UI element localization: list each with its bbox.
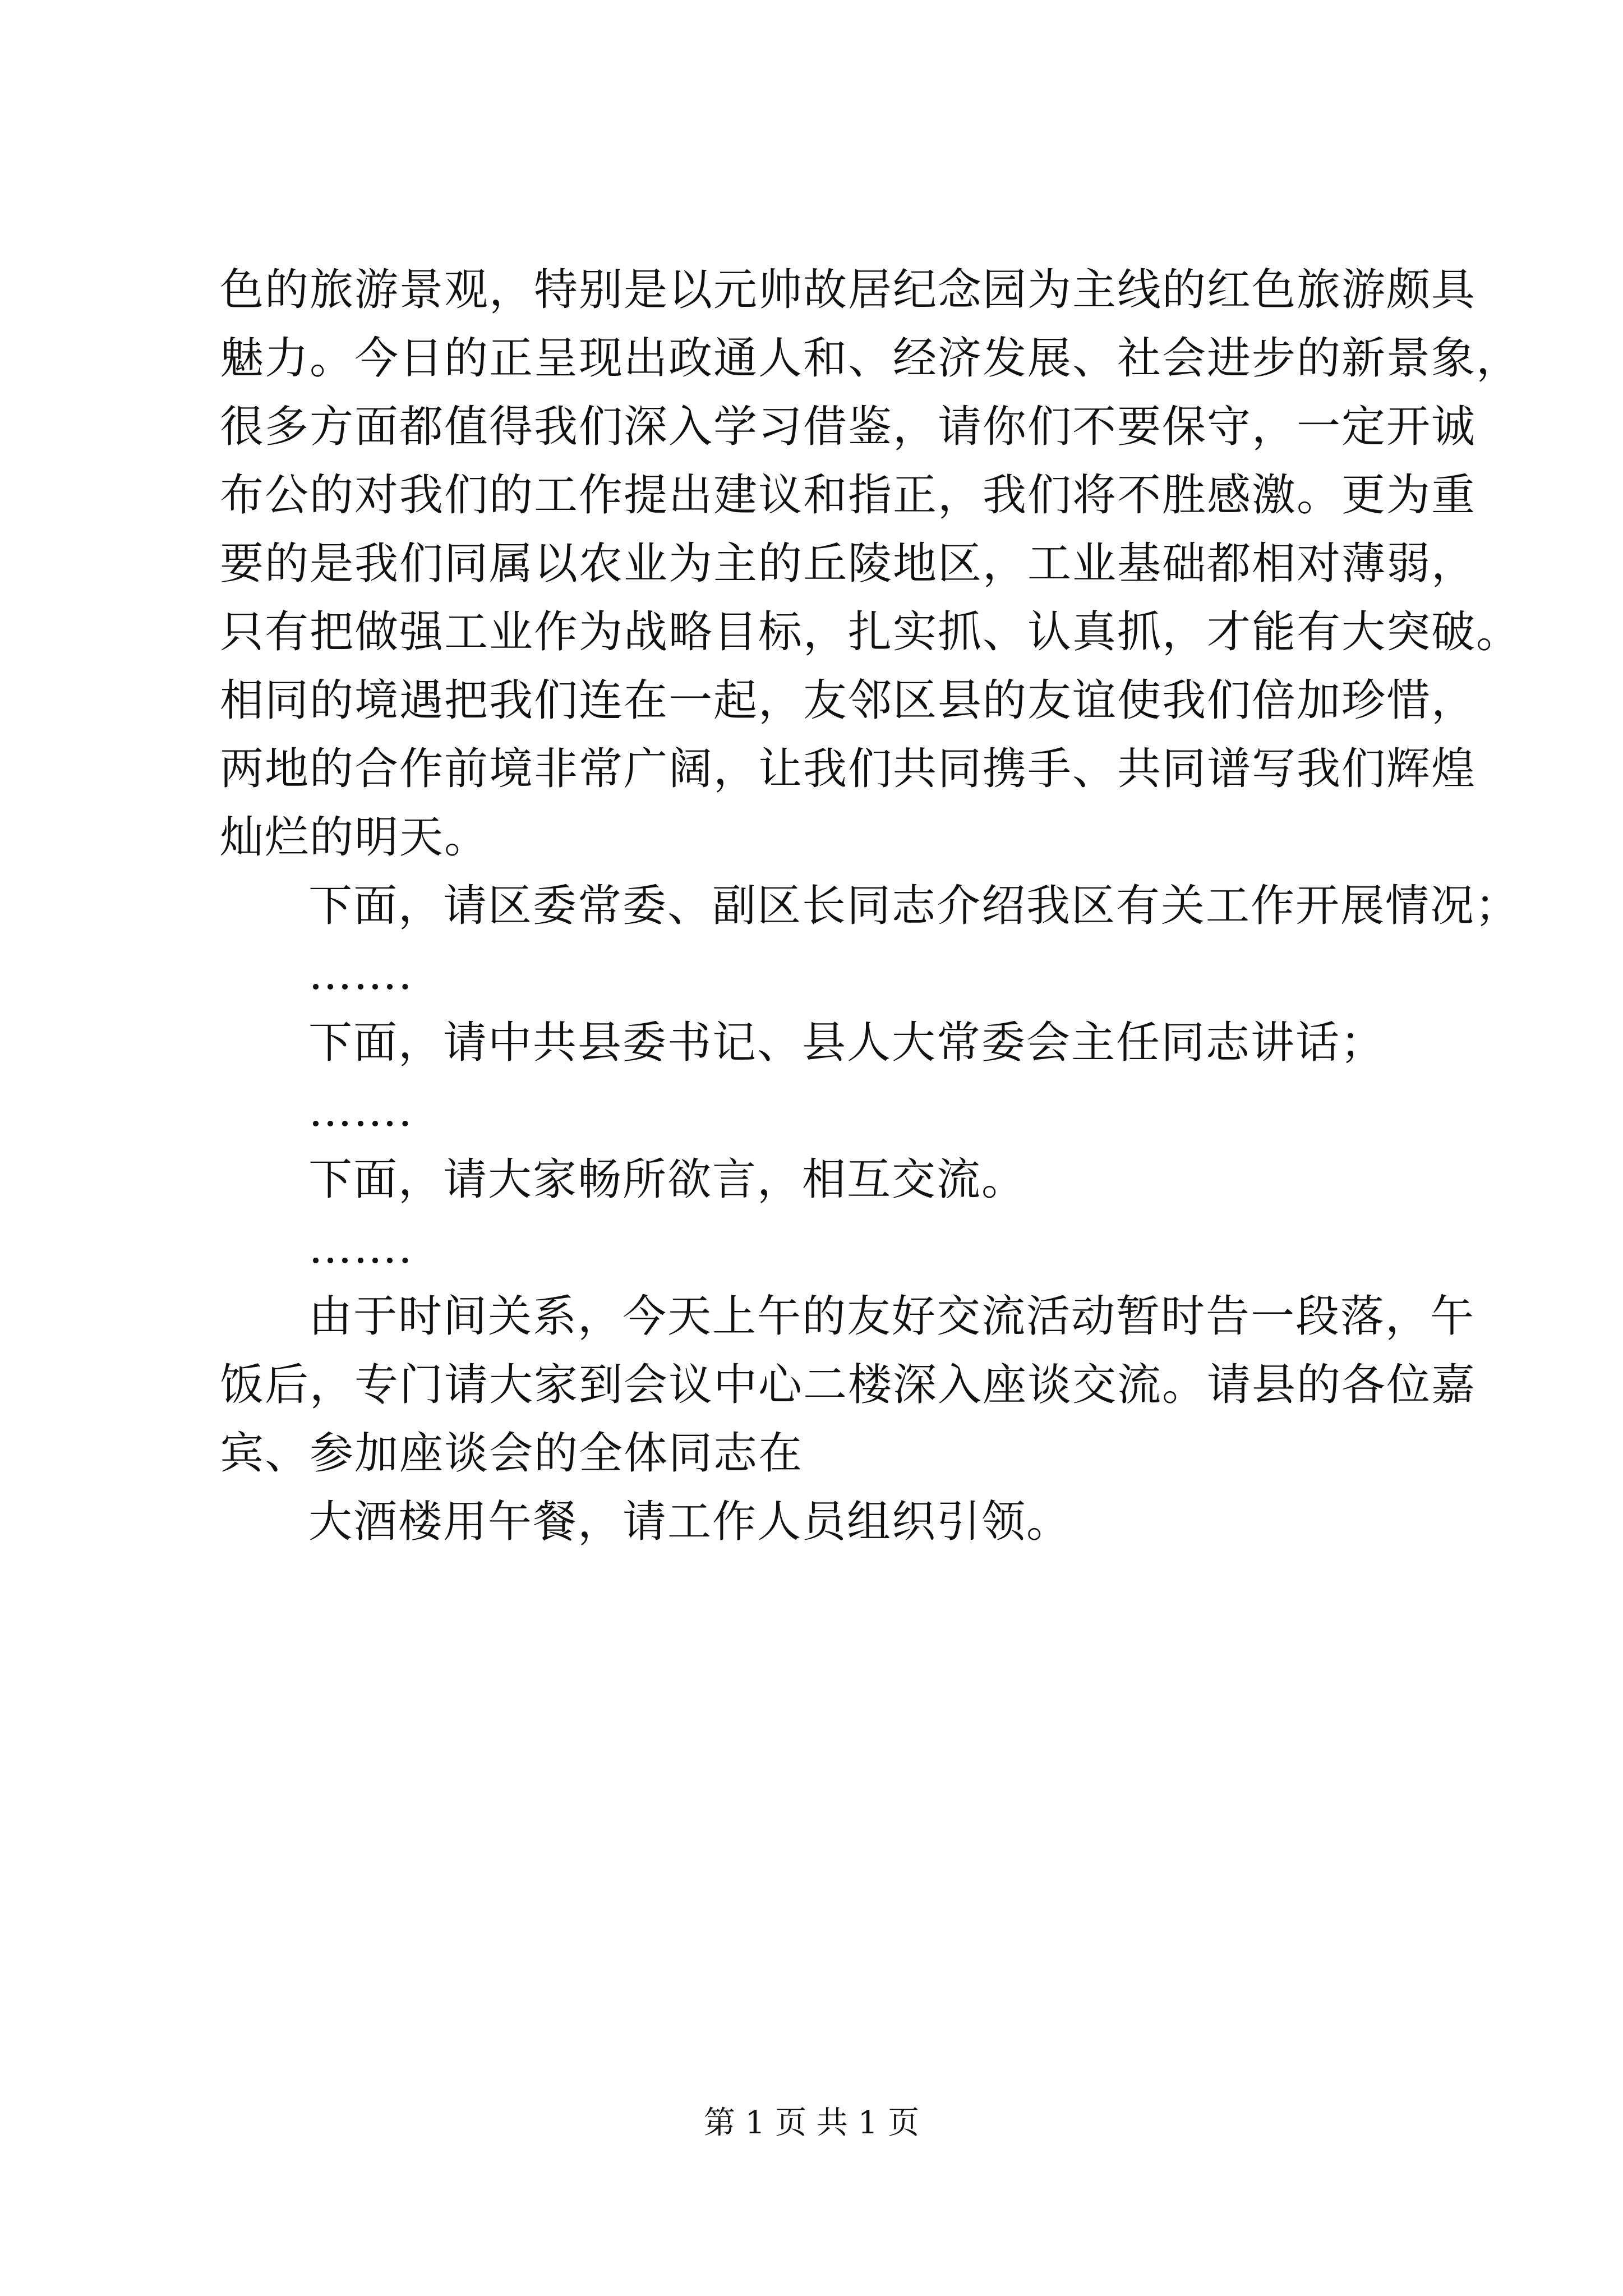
text-line-16: 由于时间关系，今天上午的友好交流活动暂时告一段落，午: [308, 1291, 1476, 1342]
text-line-19: 大酒楼用午餐，请工作人员组织引领。: [308, 1497, 1072, 1547]
text-line-18: 宾、参加座谈会的全体同志在: [220, 1428, 804, 1479]
text-line-14: 下面，请大家畅所欲言，相互交流。: [308, 1154, 1027, 1205]
text-line-13: …….: [308, 1086, 413, 1137]
text-line-8: 两地的合作前境非常广阔，让我们共同携手、共同谱写我们辉煌: [220, 744, 1477, 794]
text-line-4: 布公的对我们的工作提出建议和指正，我们将不胜感激。更为重: [220, 470, 1477, 521]
text-line-3: 很多方面都值得我们深入学习借鉴，请你们不要保守，一定开诚: [220, 402, 1477, 452]
text-line-1: 色的旅游景观，特别是以元帅故居纪念园为主线的红色旅游颇具: [220, 265, 1477, 315]
text-line-6: 只有把做强工业作为战略目标，扎实抓、认真抓，才能有大突破。: [220, 607, 1521, 657]
text-line-9: 灿烂的明天。: [220, 812, 490, 863]
text-line-12: 下面，请中共县委书记、县人大常委会主任同志讲话；: [308, 1018, 1386, 1068]
text-line-5: 要的是我们同属以农业为主的丘陵地区，工业基础都相对薄弱，: [220, 539, 1477, 589]
text-line-15: …….: [308, 1223, 413, 1273]
document-body: [220, 256, 1521, 1556]
text-line-17: 饭后，专门请大家到会议中心二楼深入座谈交流。请县的各位嘉: [220, 1360, 1477, 1410]
text-line-2: 魅力。今日的正呈现出政通人和、经济发展、社会进步的新景象，: [220, 333, 1521, 384]
page-footer: 第 1 页 共 1 页: [703, 2105, 920, 2141]
text-line-11: …….: [308, 949, 413, 1000]
text-line-10: 下面，请区委常委、副区长同志介绍我区有关工作开展情况；: [308, 881, 1520, 931]
text-line-7: 相同的境遇把我们连在一起，友邻区县的友谊使我们倍加珍惜，: [220, 675, 1477, 726]
